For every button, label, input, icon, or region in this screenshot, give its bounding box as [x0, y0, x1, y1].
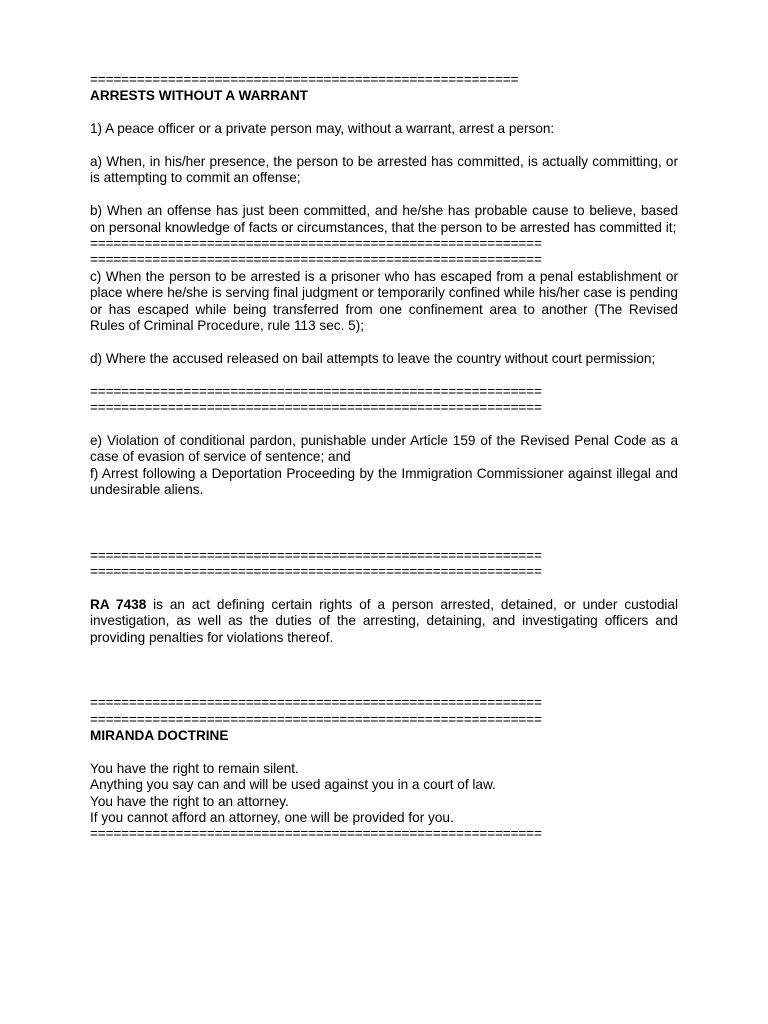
paragraph-item-a: a) When, in his/her presence, the person to be arrested has committed, is actually committing, or is attempting to commit an offense; — [90, 153, 678, 186]
separator-line: ========================================================== — [90, 383, 542, 399]
paragraph-item-d: d) Where the accused released on bail attempts to leave the country without court permission; — [90, 350, 656, 366]
separator-line: ======================================================= — [90, 72, 519, 87]
separator-line: ========================================================== — [90, 826, 542, 842]
separator-line: ========================================================== — [90, 695, 542, 711]
paragraph-ra7438 — [90, 597, 678, 646]
separator-line: ========================================================== — [90, 547, 542, 563]
paragraph-item-e: e) Violation of conditional pardon, punishable under Article 159 of the Revised Penal Code as a case of evasion of service of sentence; and — [90, 432, 678, 465]
miranda-line: You have the right to an attorney. — [90, 793, 289, 809]
miranda-line: Anything you say can and will be used against you in a court of law. — [90, 777, 496, 793]
ra7438-text: is an act defining certain rights of a person arrested, detained, or under custodial investigation, as well as the duties of the arresting, detaining, and investigating officers and providing penalties for violations thereof. — [90, 596, 678, 645]
separator-line: ========================================================== — [90, 563, 542, 579]
miranda-line: If you cannot afford an attorney, one will be provided for you. — [90, 809, 454, 825]
separator-line: ========================================================== — [90, 236, 542, 251]
paragraph-item-b: b) When an offense has just been committed, and he/she has probable cause to believe, based on personal knowledge of facts or circumstances, that the person to be arrested has committed it; — [90, 203, 678, 235]
paragraph-item-c: c) When the person to be arrested is a prisoner who has escaped from a penal establishment or place where he/she is serving final judgment or temporarily confined while his/her case is pending or has escaped while being transferred from one confinement area to another (The Revised Rules of Criminal Procedure, rule 113 sec. 5); — [90, 268, 678, 333]
section-heading-miranda: MIRANDA DOCTRINE — [90, 727, 229, 743]
paragraph-item-f: f) Arrest following a Deportation Proceeding by the Immigration Commissioner against illegal and undesirable aliens. — [90, 465, 678, 497]
section-heading-arrests: ARRESTS WITHOUT A WARRANT — [90, 88, 308, 104]
miranda-line: You have the right to remain silent. — [90, 760, 299, 776]
ra7438-lead: RA 7438 — [90, 596, 147, 612]
separator-line: ========================================================== — [90, 711, 542, 727]
paragraph-intro: 1) A peace officer or a private person may, without a warrant, arrest a person: — [90, 121, 555, 137]
separator-line: ========================================================== — [90, 252, 542, 268]
document-page — [90, 72, 678, 843]
separator-line: ========================================================== — [90, 399, 542, 415]
